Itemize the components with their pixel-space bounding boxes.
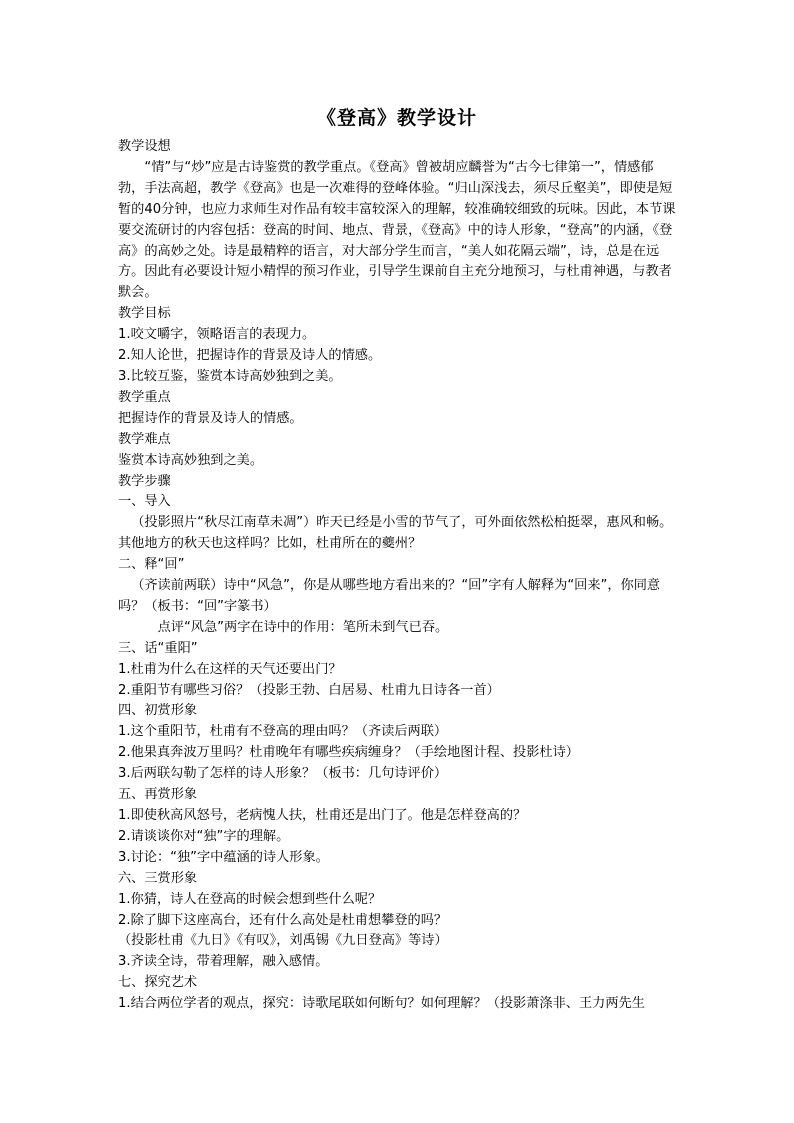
paragraph: 1.这个重阳节，杜甫有不登高的理由吗？（齐读后两联） bbox=[118, 724, 448, 740]
paragraph: 2.他果真奔波万里吗？杜甫晚年有哪些疾病缠身？（手绘地图计程、投影杜诗） bbox=[118, 745, 579, 761]
paragraph: 五、再赏形象 bbox=[118, 787, 198, 803]
paragraph: 2.知人论世，把握诗作的背景及诗人的情感。 bbox=[118, 348, 382, 364]
paragraph: 四、初赏形象 bbox=[118, 703, 198, 719]
paragraph: 2.重阳节有哪些习俗？（投影王勃、白居易、杜甫九日诗各一首） bbox=[118, 682, 500, 698]
paragraph: 七、探究艺术 bbox=[118, 975, 198, 991]
paragraph: “情”与“炒”应是古诗鉴赏的教学重点。《登高》曾被胡应麟誉为“古今七律第一”，情感郁勃，手法高超，教学《登高》也是一次难得的登峰体验。“归山深浅去，须尽丘壑美”，即使是短暂的40分钟，也应力求师生对作品有较丰富较深入的理解，较准确较细致的玩味。因此，本节课要交流研讨的内容包括：登高的时间、地点、背景，《登高》中的诗人形象，“登高”的内涵，《登高》的高妙之处。诗是最精粹的语言，对大部分学生而言，“美人如花隔云端”，诗，总是在远方。因此有必要设计短小精悍的预习作业，引导学生课前自主充分地预习，与杜甫神遇，与教者默会。 bbox=[118, 159, 676, 301]
document-title: 《登高》教学设计 bbox=[316, 107, 477, 129]
paragraph: 1.咬文嚼字，领略语言的表现力。 bbox=[118, 327, 316, 343]
paragraph: 3.讨论：“独”字中蕴涵的诗人形象。 bbox=[118, 849, 329, 865]
paragraph: 教学设想 bbox=[118, 139, 171, 154]
paragraph: 鉴赏本诗高妙独到之美。 bbox=[118, 452, 264, 468]
paragraph: 1.你猜，诗人在登高的时候会想到些什么呢？ bbox=[118, 891, 382, 907]
document-body bbox=[118, 137, 676, 1015]
paragraph: 1.杜甫为什么在这样的天气还要出门？ bbox=[118, 661, 342, 677]
paragraph: 把握诗作的背景及诗人的情感。 bbox=[118, 410, 303, 426]
paragraph: 教学目标 bbox=[118, 306, 171, 322]
paragraph: 3.后两联勾勒了怎样的诗人形象？（板书：几句诗评价） bbox=[118, 766, 448, 782]
paragraph: 教学步骤 bbox=[118, 473, 171, 489]
paragraph: （投影杜甫《九日》《有叹》，刘禹锡《九日登高》等诗） bbox=[118, 933, 448, 949]
paragraph: 六、三赏形象 bbox=[118, 870, 198, 886]
paragraph: （齐读前两联）诗中“风急”，你是从哪些地方看出来的？“回”字有人解释为“回来”，你同意吗？（板书：“回”字篆书） bbox=[118, 578, 661, 614]
paragraph: 教学难点 bbox=[118, 431, 171, 447]
paragraph: 3.齐读全诗，带着理解，融入感情。 bbox=[118, 954, 329, 970]
paragraph: 2.请谈谈你对“独”字的理解。 bbox=[118, 828, 290, 844]
paragraph: 点评“风急”两字在诗中的作用：笔所未到气已吞。 bbox=[157, 619, 449, 635]
paragraph: 3.比较互鉴，鉴赏本诗高妙独到之美。 bbox=[118, 368, 342, 384]
paragraph: 三、话“重阳” bbox=[118, 640, 198, 656]
paragraph: 一、导入 bbox=[118, 494, 171, 510]
paragraph: 2.除了脚下这座高台，还有什么高处是杜甫想攀登的吗？ bbox=[118, 912, 448, 928]
paragraph: 1.结合两位学者的观点，探究：诗歌尾联如何断句？如何理解？（投影萧涤非、王力两先生 bbox=[118, 996, 645, 1012]
paragraph: （投影照片“秋尽江南草未凋”）昨天已经是小雪的节气了，可外面依然松柏挺翠，惠风和畅。其他地方的秋天也这样吗？比如，杜甫所在的夔州？ bbox=[118, 515, 673, 552]
paragraph: 教学重点 bbox=[118, 389, 171, 405]
paragraph: 二、释“回” bbox=[118, 557, 185, 573]
paragraph: 1.即使秋高风怒号，老病愧人扶，杜甫还是出门了。他是怎样登高的？ bbox=[118, 808, 527, 823]
